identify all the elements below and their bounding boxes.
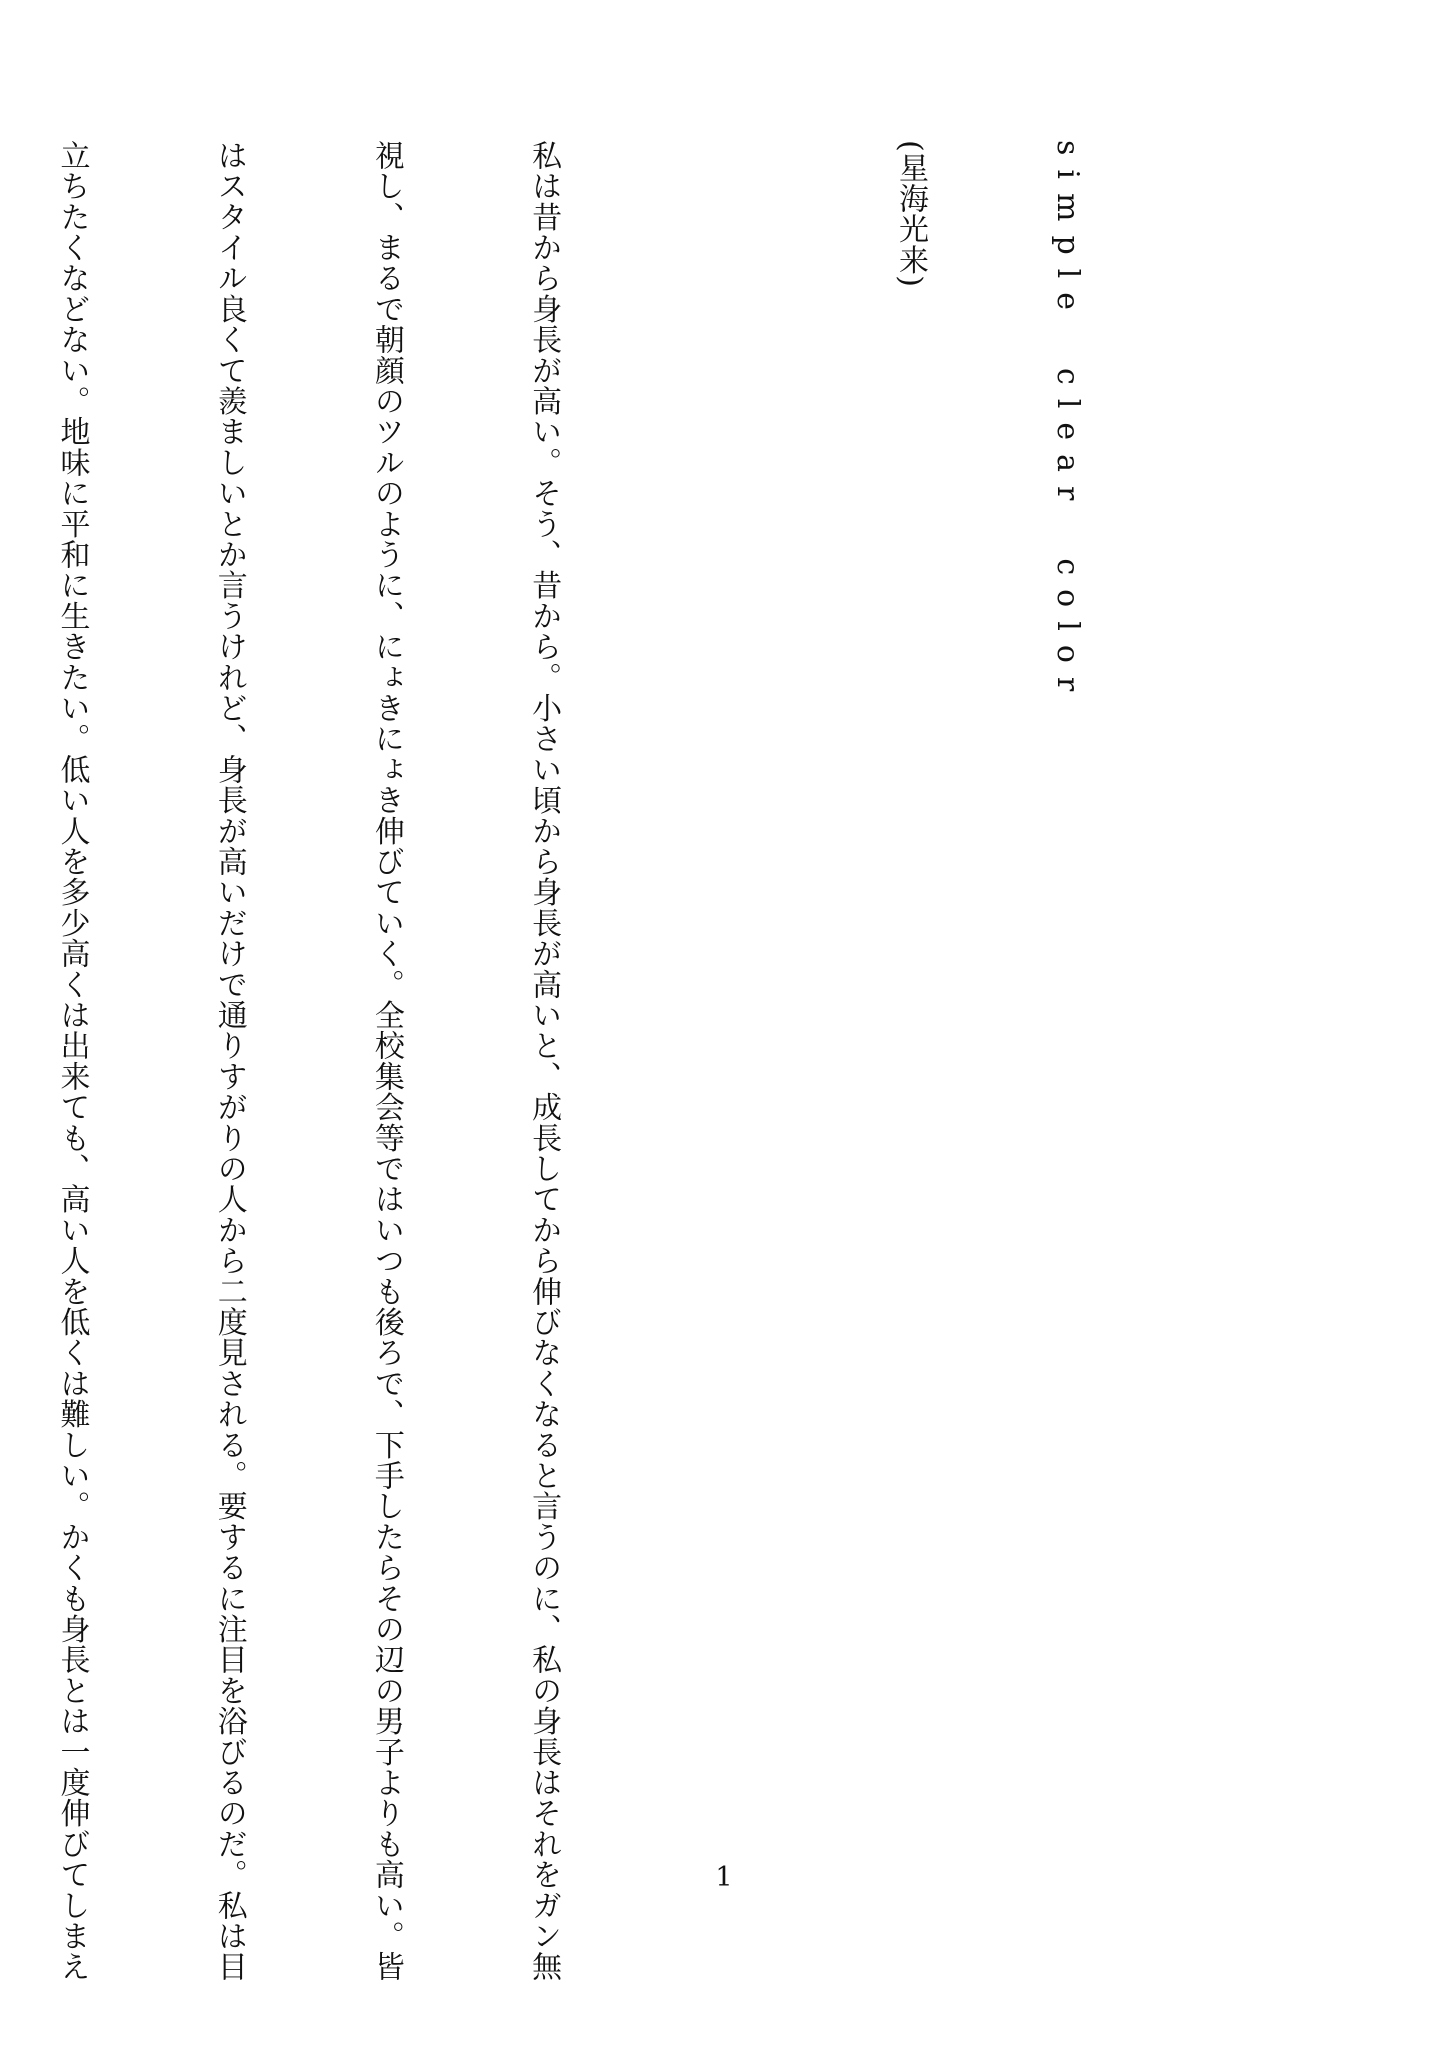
paragraph-line: 私は昔から身長が高い。そう、昔から。小さい頃から身長が高いと、成長してから伸びなくなると言うのに、私の身長はそれをガン無 (526, 140, 562, 1982)
paragraph-line: 立ちたくなどない。地味に平和に生きたい。低い人を多少高くは出来ても、高い人を低くは難しい。かくも身長とは一度伸びてしまえ (54, 140, 90, 1982)
author-name: (星海光来) (892, 140, 928, 288)
vertical-text-block (0, 140, 1198, 1982)
blank-line (726, 140, 778, 1780)
story-title: simple clear color (1050, 140, 1086, 706)
paragraph-line: 視し、まるで朝顔のツルのように、にょきにょき伸びていく。全校集会等ではいつも後ろで、下手したらその辺の男子よりも高い。皆 (368, 140, 404, 1982)
paragraph-line: はスタイル良くて羨ましいとか言うけれど、身長が高いだけで通りすがりの人から二度見される。要するに注目を浴びるのだ。私は目 (211, 140, 247, 1982)
page-number: 1 (715, 1862, 733, 1893)
